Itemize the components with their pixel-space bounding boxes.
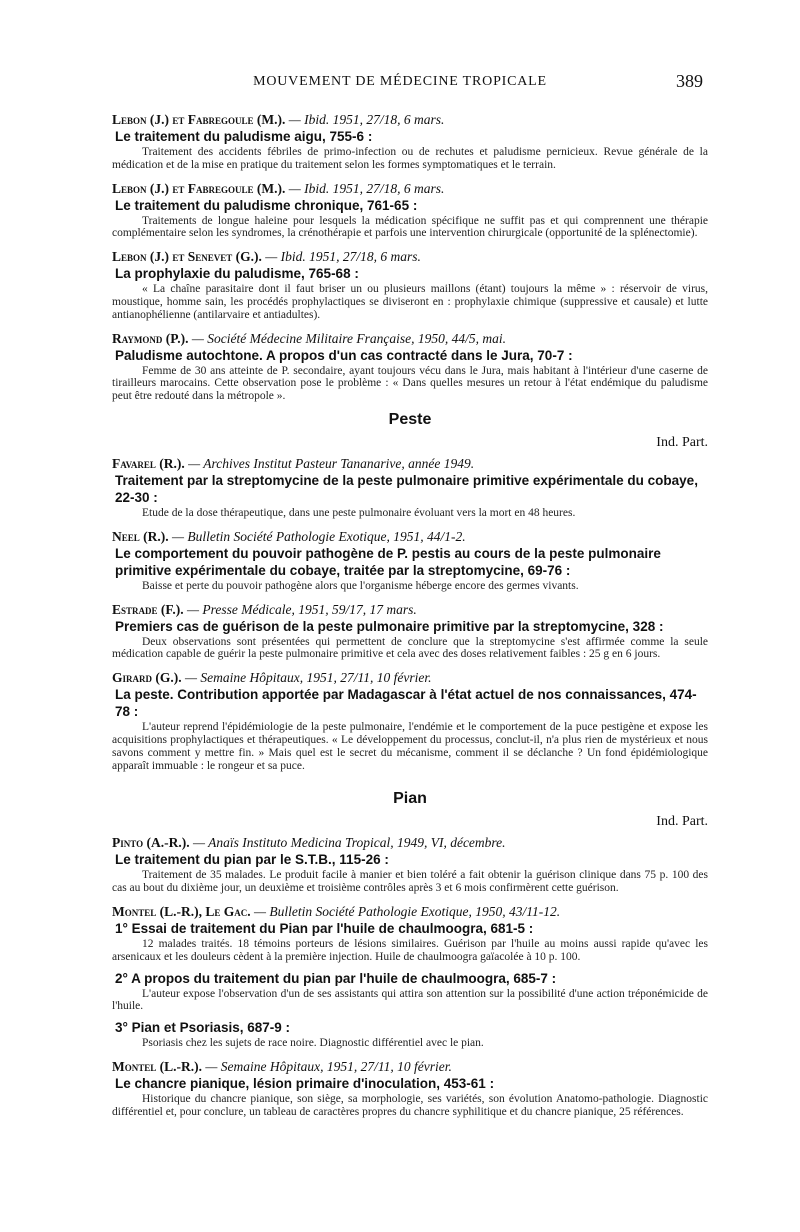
entry-abstract: Femme de 30 ans atteinte de P. secondaire, ayant toujours vécu dans le Jura, mais habitant à l'intérieur d'une caserne de tirailleurs marocains. Cette observation pose le problème : « Dans quelles mesures un retour à l'état endémique du paludisme peut être redouté dans la métropole ». bbox=[112, 364, 708, 403]
entry-author: Girard (G.). bbox=[112, 670, 182, 686]
ind-part-label: Ind. Part. bbox=[656, 434, 708, 450]
reference-line bbox=[112, 248, 708, 265]
entry-source: — Bulletin Société Pathologie Exotique, 1951, 44/1-2. bbox=[172, 528, 466, 544]
section-heading-pian: Pian bbox=[393, 790, 427, 808]
entry-abstract: Baisse et perte du pouvoir pathogène alors que l'organisme héberge encore des germes vivants. bbox=[142, 579, 579, 592]
entry-title: Le traitement du paludisme chronique, 761-65 : bbox=[115, 197, 418, 213]
entry-title: Le chancre pianique, lésion primaire d'inoculation, 453-61 : bbox=[115, 1075, 495, 1091]
sub-entry bbox=[112, 1019, 708, 1050]
entry-title: Traitement par la streptomycine de la peste pulmonaire primitive expérimentale du cobaye, 22-30 : bbox=[115, 472, 698, 505]
entry bbox=[112, 248, 708, 321]
entry-source: — Ibid. 1951, 27/18, 6 mars. bbox=[288, 112, 445, 127]
running-title: MOUVEMENT DE MÉDECINE TROPICALE bbox=[253, 74, 547, 89]
entry-title: Le comportement du pouvoir pathogène de P. pestis au cours de la peste pulmonaire primitive expérimentale du cobaye, traitée par la streptomycine, 69-76 : bbox=[115, 545, 661, 578]
entries-list bbox=[112, 111, 708, 1127]
section-heading-peste: Peste bbox=[388, 410, 432, 428]
reference-line bbox=[112, 455, 708, 472]
reference-line bbox=[112, 669, 708, 686]
entry bbox=[112, 111, 708, 172]
entry-author: Favarel (R.). bbox=[112, 455, 185, 471]
reference-line bbox=[112, 601, 708, 618]
entry-title: 2° A propos du traitement du pian par l'huile de chaulmoogra, 685-7 : bbox=[115, 970, 557, 986]
ind-part-label: Ind. Part. bbox=[656, 814, 708, 830]
entry-abstract: Historique du chancre pianique, son siège, sa morphologie, ses variétés, son évolution Anatomo-pathologie. Diagnostic différentiel et, pour conclure, un tableau de caractères propres du chancre syphilitique et du chancre pianique, 25 références. bbox=[112, 1092, 708, 1118]
entry-source: — Semaine Hôpitaux, 1951, 27/11, 10 février. bbox=[205, 1058, 452, 1074]
entry-title: Le traitement du pian par le S.T.B., 115-26 : bbox=[115, 852, 389, 868]
reference-line bbox=[112, 528, 708, 545]
reference-line bbox=[112, 180, 708, 197]
reference-line bbox=[112, 330, 708, 347]
entry-source: — Ibid. 1951, 27/18, 6 mars. bbox=[265, 249, 421, 265]
entry-title: La peste. Contribution apportée par Madagascar à l'état actuel de nos connaissances, 474-78 : bbox=[115, 687, 697, 720]
entry-abstract: 12 malades traités. 18 témoins porteurs de lésions similaires. Guérison par l'huile au moins aussi rapide qu'avec les arsenicaux et les douleurs cèdent à la première injection. Huile de chaulmoogra gaïacolée à 10 p. 100. bbox=[112, 937, 708, 963]
entry-title: 1° Essai de traitement du Pian par l'huile de chaulmoogra, 681-5 : bbox=[115, 920, 534, 936]
entry-abstract: Traitements de longue haleine pour lesquels la médication spécifique ne suffit pas et qui comprennent une thérapie complémentaire selon les syndromes, la crénothérapie et parfois une intervention chirurgicale (opportunité de la splénectomie). bbox=[112, 214, 708, 240]
reference-line bbox=[112, 111, 708, 128]
entry bbox=[112, 455, 708, 520]
entry-author: Neel (R.). bbox=[112, 528, 169, 544]
entry-source: — Semaine Hôpitaux, 1951, 27/11, 10 février. bbox=[185, 670, 432, 686]
entry-title: 3° Pian et Psoriasis, 687-9 : bbox=[115, 1020, 290, 1036]
entry-abstract: Etude de la dose thérapeutique, dans une peste pulmonaire évoluant vers la mort en 48 heures. bbox=[142, 506, 576, 519]
entry-source: — Archives Institut Pasteur Tananarive, année 1949. bbox=[188, 455, 475, 471]
entry-title: La prophylaxie du paludisme, 765-68 : bbox=[115, 266, 359, 282]
entry-source: — Bulletin Société Pathologie Exotique, 1950, 43/11-12. bbox=[254, 903, 561, 919]
entry-title: Le traitement du paludisme aigu, 755-6 : bbox=[115, 129, 373, 144]
entry-author: Lebon (J.) et Fabregoule (M.). bbox=[112, 180, 286, 196]
entry-author: Estrade (F.). bbox=[112, 601, 184, 617]
entry-source: — Ibid. 1951, 27/18, 6 mars. bbox=[288, 180, 445, 196]
entry-source: — Société Médecine Militaire Française, 1950, 44/5, mai. bbox=[191, 330, 506, 346]
entry bbox=[112, 180, 708, 241]
entry-abstract: Psoriasis chez les sujets de race noire. Diagnostic différentiel avec le pian. bbox=[142, 1037, 484, 1050]
entry-abstract: Traitement de 35 malades. Le produit facile à manier et bien toléré a fait obtenir la guérison clinique dans 75 p. 100 des cas au bout du dixième jour, un deuxième et troisième contrôles après 3 et 6 mois confirmèrent cette guérison. bbox=[112, 869, 708, 895]
entry-author: Raymond (P.). bbox=[112, 330, 189, 346]
entry-author: Montel (L.-R.), Le Gac. bbox=[112, 903, 251, 919]
entry bbox=[112, 669, 708, 772]
entry-author: Lebon (J.) et Senevet (G.). bbox=[112, 249, 262, 265]
entry bbox=[112, 834, 708, 895]
sub-entry bbox=[112, 970, 708, 1014]
reference-line bbox=[112, 834, 708, 851]
entry bbox=[112, 601, 708, 662]
entry-abstract: « La chaîne parasitaire dont il faut briser un ou plusieurs maillons (étant) toujours la même » : réservoir de virus, moustique, homme sain, les procédés prophylactiques se diviseront en : prophylaxie chimique (suppressive et causale) et lutte antianophélienne (antilarvaire et antiadultes). bbox=[112, 283, 708, 321]
page-number: 389 bbox=[676, 71, 703, 91]
sub-entry bbox=[112, 920, 708, 964]
entry-author: Lebon (J.) et Fabregoule (M.). bbox=[112, 112, 286, 127]
reference-line bbox=[112, 903, 708, 920]
entry-abstract: L'auteur expose l'observation d'un de ses assistants qui attira son attention sur la possibilité d'une action tréponémicide de l'huile. bbox=[112, 987, 708, 1013]
entry-abstract: Deux observations sont présentées qui permettent de conclure que la streptomycine s'est affirmée comme la seule médication capable de guérir la peste pulmonaire primitive et cela avec des doses relativement faibles : 25 g en 6 jours. bbox=[112, 635, 708, 661]
entry-source: — Anaïs Instituto Medicina Tropical, 1949, VI, décembre. bbox=[192, 835, 506, 851]
entry-author: Pinto (A.-R.). bbox=[112, 835, 190, 851]
entry-source: — Presse Médicale, 1951, 59/17, 17 mars. bbox=[187, 601, 417, 617]
entry-abstract: Traitement des accidents fébriles de primo-infection ou de rechutes et paludisme pernicieux. Revue générale de la médication et de la mise en pratique du traitement selon les formes symptomatiques et le terrain. bbox=[112, 146, 708, 171]
entry bbox=[112, 903, 708, 1050]
entry-author: Montel (L.-R.). bbox=[112, 1058, 202, 1074]
entry bbox=[112, 1058, 708, 1119]
reference-line bbox=[112, 1058, 708, 1075]
entry-title: Premiers cas de guérison de la peste pulmonaire primitive par la streptomycine, 328 : bbox=[115, 618, 664, 634]
entry-abstract: L'auteur reprend l'épidémiologie de la peste pulmonaire, l'endémie et le comportement de la puce pestigène et expose les acquisitions prophylactiques et thérapeutiques. « Le développement du processus, conclut-il, n'a plus rien de mystérieux et nous savons comment y mettre fin. » Mais quel est le secret du mécanisme, comment il se déclanche ? Un fond épidémiologique apparaît immuable : le rongeur et sa puce. bbox=[112, 721, 708, 772]
entry bbox=[112, 528, 708, 593]
entry-title: Paludisme autochtone. A propos d'un cas contracté dans le Jura, 70-7 : bbox=[115, 347, 573, 363]
entry bbox=[112, 330, 708, 403]
